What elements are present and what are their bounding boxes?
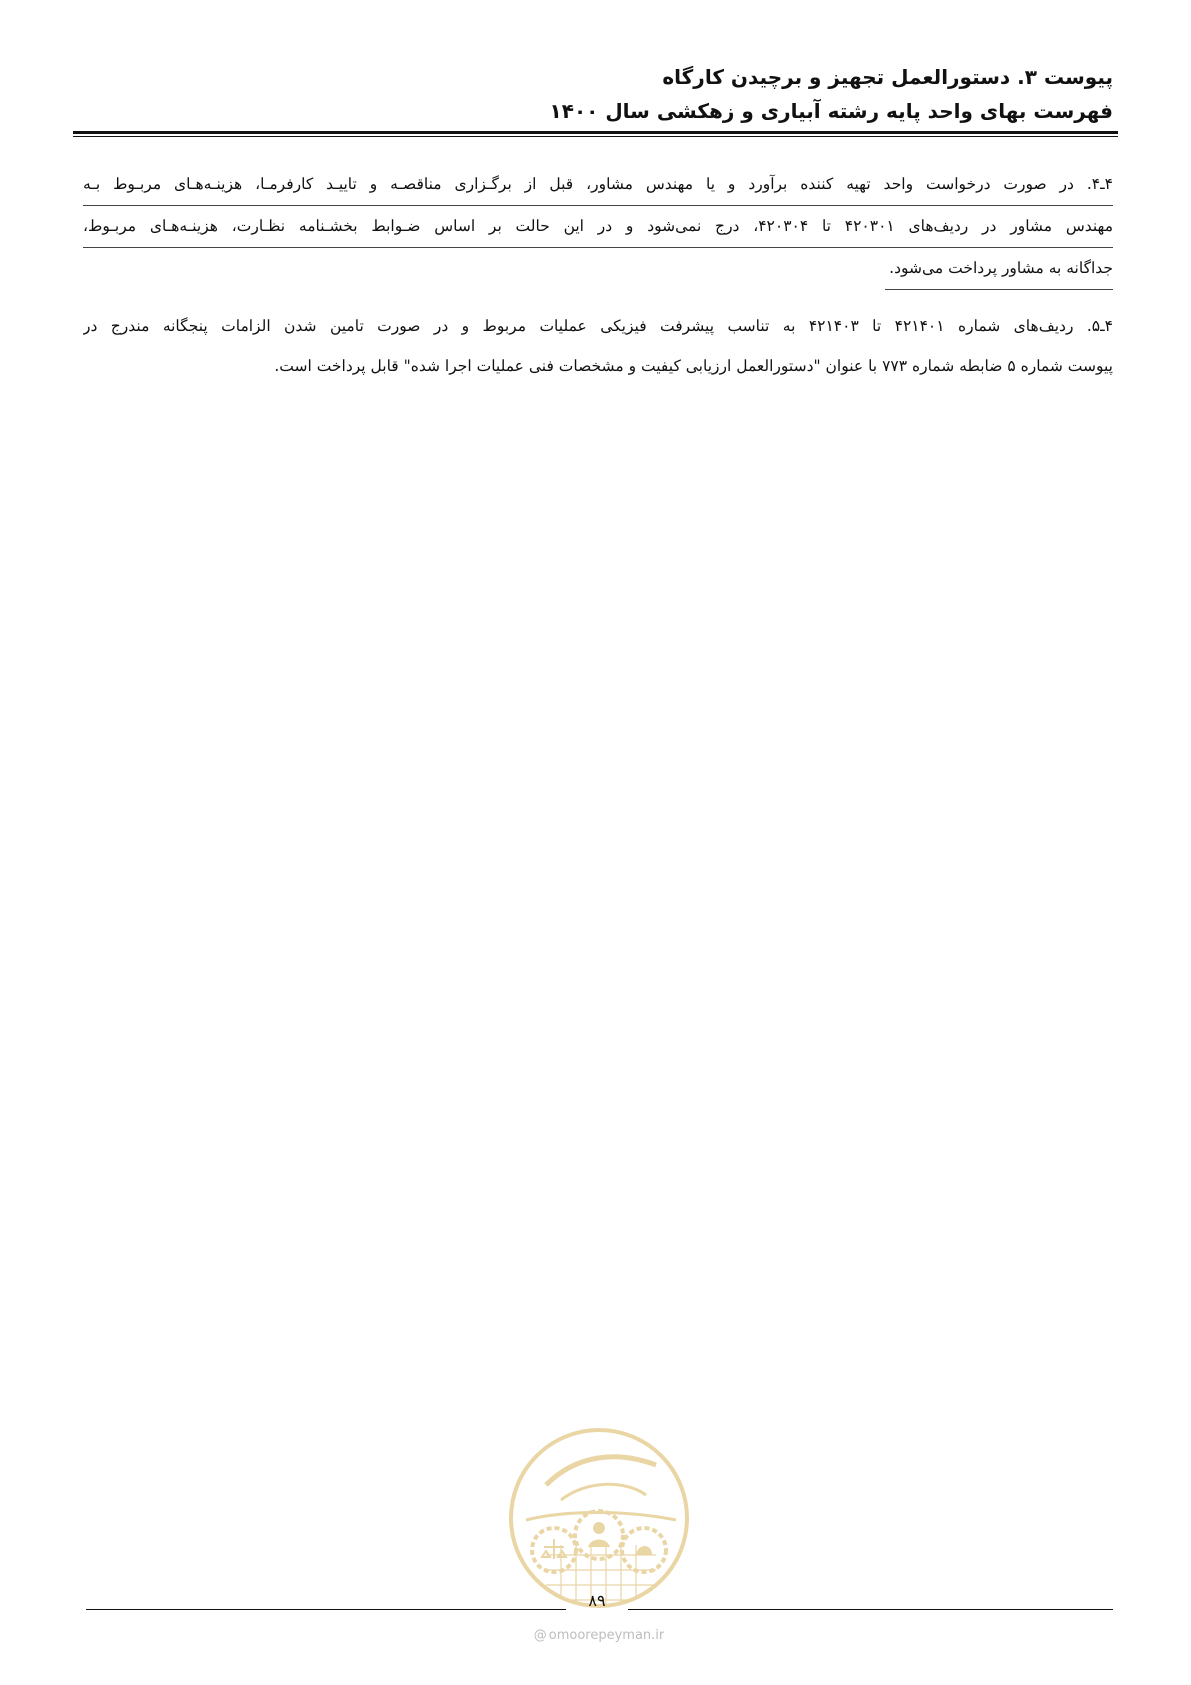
paragraph-line: مهندس مشاور در ردیف‌های ۴۲۰۳۰۱ تا ۴۲۰۳۰۴، درج نمی‌شود و در این حالت بر اساس ضـوابط بخشـنامه نظـارت، هزینـه‌هـای مربـوط، — [83, 206, 1113, 248]
page-number: ۸۹ — [588, 1591, 606, 1610]
paragraph-line: ۴ـ۵. ردیف‌های شماره ۴۲۱۴۰۱ تا ۴۲۱۴۰۳ به تناسب پیشرفت فیزیکی عملیات مربوط و در صورت تامین شدن الزامات پنجگانه مندرج در — [83, 317, 1113, 335]
body-text — [83, 164, 1113, 386]
paragraph-line: پیوست شماره ۵ ضابطه شماره ۷۷۳ با عنوان "دستورالعمل ارزیابی کیفیت و مشخصات فنی عملیات اجرا شده" قابل پرداخت است. — [274, 357, 1113, 375]
at-sign-icon: @ — [533, 1628, 547, 1643]
page-header — [73, 60, 1113, 128]
paragraph-4-5 — [83, 306, 1113, 386]
header-title-line1: پیوست ۳. دستورالعمل تجهیز و برچیدن کارگاه — [662, 65, 1113, 89]
paragraph-4-4 — [83, 164, 1113, 306]
header-title-line2: فهرست بهای واحد پایه رشته آبیاری و زهکشی سال ۱۴۰۰ — [549, 99, 1113, 123]
site-url-text: omoorepeyman.ir — [548, 1628, 665, 1643]
header-rule-thin — [73, 136, 1118, 137]
footer-rule-right — [628, 1609, 1113, 1610]
footer-rule-left — [86, 1609, 566, 1610]
paragraph-line: ۴ـ۴. در صورت درخواست واحد تهیه کننده برآورد و یا مهندس مشاور، قبل از برگـزاری مناقصـه و تاییـد کارفرمـا، هزینـه‌هـای مربـوط بـه — [83, 164, 1113, 206]
header-rule-thick — [73, 131, 1118, 134]
paragraph-line: جداگانه به مشاور پرداخت می‌شود. — [885, 248, 1113, 290]
omoore-peyman-logo-icon — [506, 1425, 692, 1611]
site-watermark — [516, 1628, 682, 1643]
